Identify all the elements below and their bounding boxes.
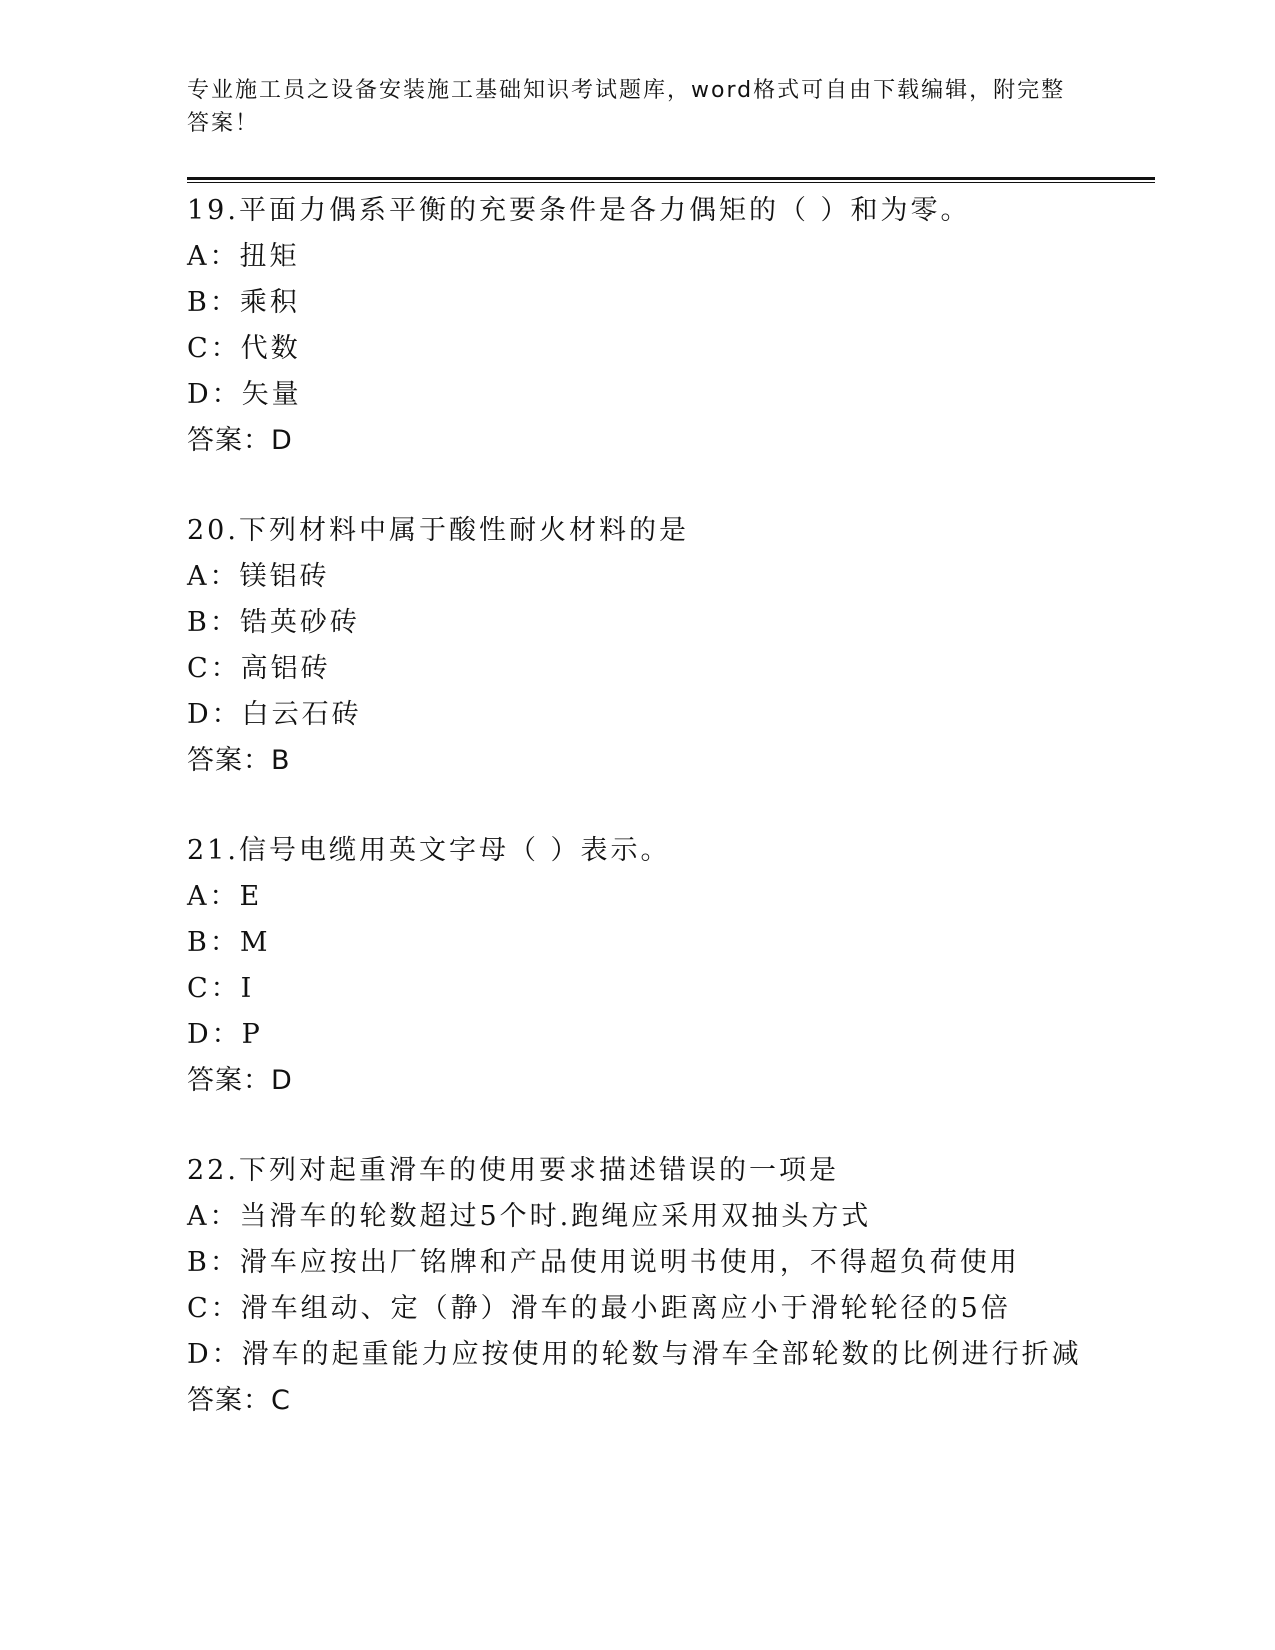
page-header: 专业施工员之设备安装施工基础知识考试题库，word格式可自由下载编辑，附完整答案！ xyxy=(187,78,1066,136)
option-d: D：矢量 xyxy=(187,379,302,410)
option-c: C：代数 xyxy=(187,333,301,364)
option-b: B：乘积 xyxy=(187,287,300,318)
answer: 答案：B xyxy=(187,745,291,776)
question-stem: 20.下列材料中属于酸性耐火材料的是 xyxy=(187,515,689,546)
option-c: C：I xyxy=(187,973,255,1004)
option-c: C：滑车组动、定（静）滑车的最小距离应小于滑轮轮径的5倍 xyxy=(187,1293,1011,1324)
option-b: B：M xyxy=(187,927,271,958)
answer: 答案：D xyxy=(187,425,293,456)
option-b: B：滑车应按出厂铭牌和产品使用说明书使用，不得超负荷使用 xyxy=(187,1247,1020,1278)
answer: 答案：D xyxy=(187,1065,293,1096)
option-d: D：滑车的起重能力应按使用的轮数与滑车全部轮数的比例进行折减 xyxy=(187,1339,1082,1370)
question-stem: 22.下列对起重滑车的使用要求描述错误的一项是 xyxy=(187,1155,839,1186)
option-d: D：白云石砖 xyxy=(187,699,362,730)
question-stem: 21.信号电缆用英文字母（ ）表示。 xyxy=(187,835,671,866)
option-c: C：高铝砖 xyxy=(187,653,331,684)
option-a: A：镁铝砖 xyxy=(187,561,330,592)
answer: 答案：C xyxy=(187,1385,291,1416)
option-b: B：锆英砂砖 xyxy=(187,607,360,638)
option-a: A：扭矩 xyxy=(187,241,300,272)
question-21 xyxy=(187,828,1155,1148)
option-a: A：E xyxy=(187,881,263,912)
question-22 xyxy=(187,1148,1155,1468)
option-d: D：P xyxy=(187,1019,263,1050)
option-a: A：当滑车的轮数超过5个时.跑绳应采用双抽头方式 xyxy=(187,1201,872,1232)
question-19 xyxy=(187,188,1155,508)
question-stem: 19.平面力偶系平衡的充要条件是各力偶矩的（ ）和为零。 xyxy=(187,195,971,226)
question-list xyxy=(187,188,1155,1468)
question-20 xyxy=(187,508,1155,828)
header-divider xyxy=(187,177,1155,183)
